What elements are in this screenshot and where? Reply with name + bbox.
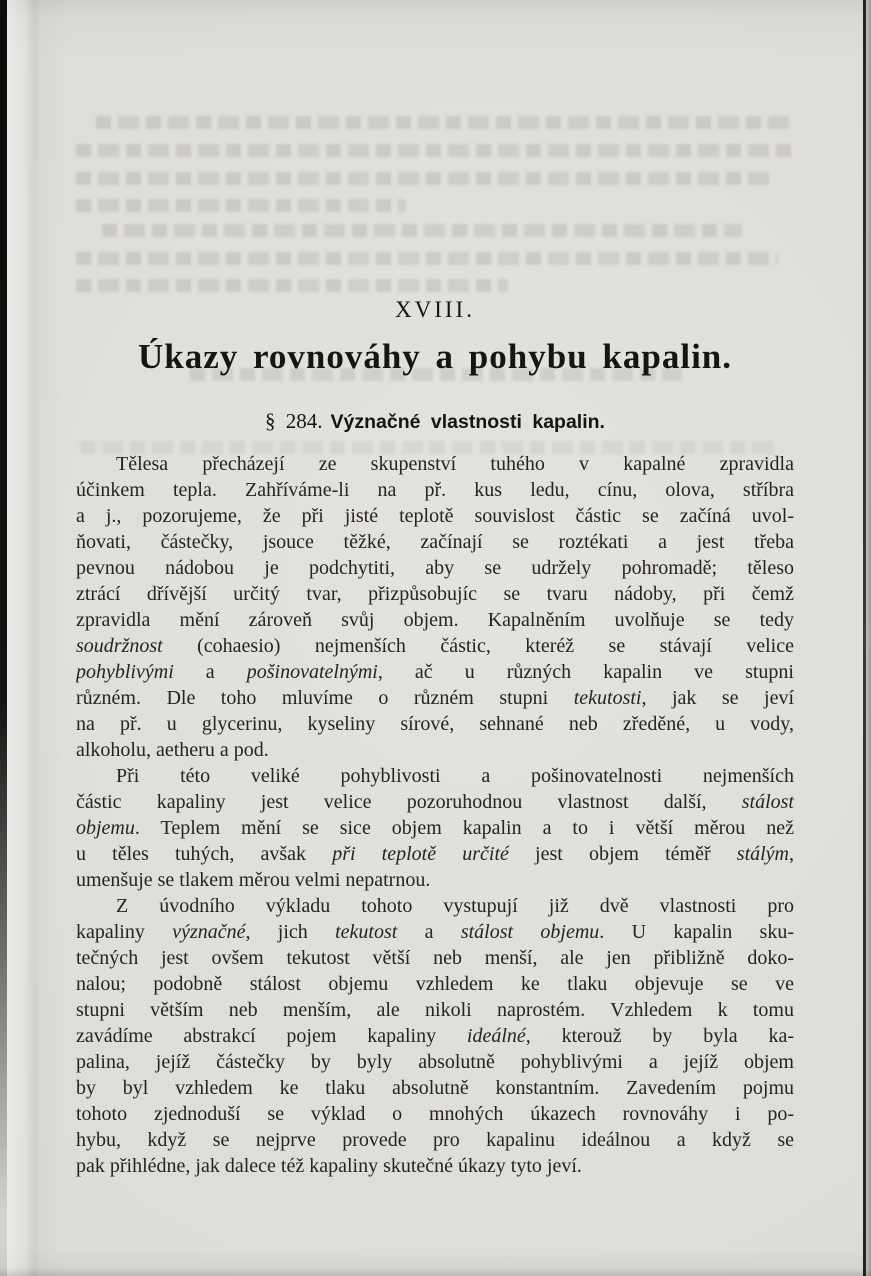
chapter-number: XVIII. <box>395 297 475 322</box>
bleed-through-line <box>76 252 778 265</box>
text-segment: částic kapaliny jest velice pozoruhodnou vlastnost další, <box>76 791 742 813</box>
bleed-through-line <box>76 144 792 157</box>
text-line <box>76 503 794 529</box>
emphasized-text: soudržnost <box>76 635 163 657</box>
text-line <box>76 711 794 737</box>
text-segment: u těles tuhých, avšak <box>76 843 333 865</box>
text-line <box>76 477 794 503</box>
text-segment: palina, jejíž částečky by byly absolutně pohyblivými a jejíž objem <box>76 1051 794 1073</box>
text-segment: ňovati, částečky, jsouce těžké, začínají se roztékati a jest třeba <box>76 531 794 553</box>
text-segment: a <box>397 921 461 943</box>
text-segment: , jak se jeví <box>641 687 794 709</box>
text-line <box>76 1153 794 1179</box>
emphasized-text: při teplotě určité <box>332 843 509 865</box>
page-curve-highlight <box>7 0 41 1276</box>
text-segment: hybu, když se nejprve provede pro kapalinu ideálnou a když se <box>76 1129 794 1151</box>
text-segment: . Teplem mění se sice objem kapalin a to i větší měrou než <box>134 817 794 839</box>
text-line <box>76 1127 794 1153</box>
emphasized-text: ideálné <box>466 1025 526 1047</box>
text-segment: zpravidla mění zároveň svůj objem. Kapalněním uvolňuje se tedy <box>76 609 794 631</box>
scan-edge-right <box>866 0 871 1276</box>
text-line <box>76 841 794 867</box>
bleed-through-line <box>76 172 776 185</box>
section-title: Význačné vlastnosti kapalin. <box>330 411 605 433</box>
text-line <box>76 1023 794 1049</box>
text-segment: . U kapalin sku- <box>599 921 794 943</box>
text-segment: pevnou nádobou je podchytiti, aby se udržely pohromadě; těleso <box>76 557 794 579</box>
text-line <box>76 737 794 763</box>
bleed-through-line <box>96 116 794 129</box>
text-line <box>76 1075 794 1101</box>
text-segment: , kterouž by byla ka- <box>525 1025 794 1047</box>
text-segment: nalou; podobně stálost objemu vzhledem ke tlaku objevuje se ve <box>76 973 794 995</box>
paragraph <box>76 763 794 893</box>
text-line <box>76 633 794 659</box>
text-line <box>76 685 794 711</box>
text-line <box>76 529 794 555</box>
text-line <box>76 815 794 841</box>
paragraph <box>76 451 794 763</box>
text-segment: různém. Dle toho mluvíme o různém stupni <box>76 687 574 709</box>
emphasized-text: tekutost <box>335 921 398 943</box>
emphasized-text: stálým <box>736 843 789 865</box>
scan-edge-bottom <box>0 1268 871 1276</box>
text-segment: alkoholu, aetheru a pod. <box>76 739 269 761</box>
emphasized-text: objemu <box>76 817 135 839</box>
text-segment: Tělesa přecházejí ze skupenství tuhého v kapalné zpravidla <box>116 453 794 475</box>
text-line <box>76 789 794 815</box>
text-segment: (cohaesio) nejmenších částic, kteréž se stávají velice <box>162 635 794 657</box>
emphasized-text: pošinovatelnými <box>246 661 378 683</box>
text-segment: zavádíme abstrakcí pojem kapaliny <box>76 1025 467 1047</box>
emphasized-text: význačné <box>172 921 246 943</box>
text-line <box>76 971 794 997</box>
text-segment: , <box>789 843 794 865</box>
text-line <box>76 763 794 789</box>
text-line <box>76 581 794 607</box>
emphasized-text: pohyblivými <box>76 661 174 683</box>
text-segment: stupni větším neb menším, ale nikoli naprostém. Vzhledem k tomu <box>76 999 794 1021</box>
text-segment: kapaliny <box>76 921 173 943</box>
text-segment: ztrácí dřívější určitý tvar, přizpůsobujíc se tvaru nádoby, při čemž <box>76 583 794 605</box>
text-line <box>76 919 794 945</box>
text-segment: tohoto zjednoduší se výklad o mnohých úkazech rovnováhy i po- <box>76 1103 794 1125</box>
chapter-title: Úkazy rovnováhy a pohybu kapalin. <box>137 337 733 376</box>
text-segment: , jich <box>245 921 336 943</box>
text-segment: Z úvodního výkladu tohoto vystupují již dvě vlastnosti pro <box>116 895 794 917</box>
text-segment: pak přihlédne, jak dalece též kapaliny skutečné úkazy tyto jeví. <box>76 1155 582 1177</box>
emphasized-text: stálost objemu <box>460 921 600 943</box>
text-line <box>76 945 794 971</box>
text-line <box>76 659 794 685</box>
text-line <box>76 867 794 893</box>
text-segment: jest objem téměř <box>508 843 737 865</box>
text-line <box>76 1049 794 1075</box>
bleed-through-line <box>102 224 742 237</box>
text-segment: a <box>173 661 247 683</box>
section-heading <box>76 409 794 434</box>
section-number: § 284. <box>265 409 323 433</box>
text-line <box>76 607 794 633</box>
text-line <box>76 1101 794 1127</box>
text-segment: tečných jest ovšem tekutost větší neb menší, ale jen přibližně doko- <box>76 947 794 969</box>
text-line <box>76 555 794 581</box>
text-segment: by byl vzhledem ke tlaku absolutně konstantním. Zavedením pojmu <box>76 1077 794 1099</box>
text-line <box>76 451 794 477</box>
bleed-through-line <box>76 279 508 292</box>
text-segment: umenšuje se tlakem měrou velmi nepatrnou. <box>76 869 431 891</box>
text-segment: účinkem tepla. Zahříváme-li na př. kus ledu, cínu, olova, stříbra <box>76 479 794 501</box>
text-segment: Při této veliké pohyblivosti a pošinovatelnosti nejmenších <box>116 765 794 787</box>
paragraph <box>76 893 794 1179</box>
emphasized-text: tekutosti <box>573 687 642 709</box>
bleed-through-line <box>76 199 406 212</box>
body-text <box>76 451 794 1179</box>
emphasized-text: stálost <box>741 791 794 813</box>
scan-edge-left <box>0 0 7 1276</box>
text-line <box>76 997 794 1023</box>
text-segment: na př. u glycerinu, kyseliny sírové, sehnané neb zředěné, u vody, <box>76 713 794 735</box>
text-line <box>76 893 794 919</box>
text-segment: a j., pozorujeme, že při jisté teplotě souvislost částic se začíná uvol- <box>76 505 794 527</box>
text-segment: , ač u různých kapalin ve stupni <box>377 661 794 683</box>
